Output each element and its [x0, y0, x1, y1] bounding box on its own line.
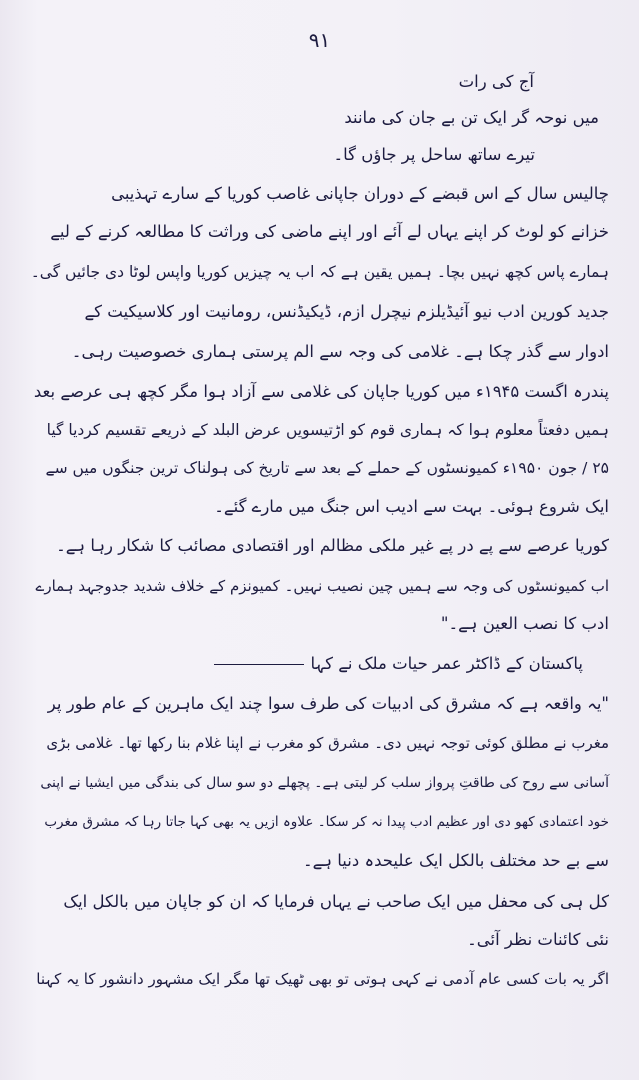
quote-line: سے بے حد مختلف بالکل ایک علیحدہ دنیا ہے۔ [303, 851, 609, 870]
text-line: اگر یہ بات کسی عام آدمی نے کہی ہوتی تو بھی ٹھیک تھا مگر ایک مشہور دانشور کا یہ کہنا [36, 970, 609, 988]
text-line: پندرہ اگست ۱۹۴۵ء میں کوریا جاپان کی غلامی سے آزاد ہوا مگر کچھ ہی عرصے بعد [33, 382, 609, 401]
poem-line: آج کی رات [458, 72, 534, 91]
poem-line: تیرے ساتھ ساحل پر جاؤں گا۔ [333, 145, 535, 164]
text-line: ایک شروع ہوئی۔ بہت سے ادیب اس جنگ میں مارے گئے۔ [214, 497, 609, 516]
text-line: ۲۵ / جون ۱۹۵۰ء کمیونسٹوں کے حملے کے بعد سے تاریخ کی ہولناک ترین جنگوں میں سے [45, 459, 609, 477]
quote-line: مغرب نے مطلق کوئی توجہ نہیں دی۔ مشرق کو مغرب نے اپنا غلام بنا رکھا تھا۔ غلامی بڑی [46, 734, 609, 752]
text-line: ہمارے پاس کچھ نہیں بچا۔ ہمیں یقین ہے کہ اب یہ چیزیں کوریا واپس لوٹا دی جائیں گی۔ [30, 263, 609, 281]
text-line: چالیس سال کے اس قبضے کے دوران جاپانی غاصب کوریا کے سارے تہذیبی [111, 184, 609, 203]
text-line: ادب کا نصب العین ہے۔" [440, 614, 609, 633]
speaker-text: پاکستان کے ڈاکٹر عمر حیات ملک نے کہا [310, 654, 583, 673]
text-line: خزانے کو لوٹ کر اپنے یہاں لے آئے اور اپنے ماضی کی وراثت کا مطالعہ کرنے کے لیے [50, 222, 609, 241]
text-line: کوریا عرصے سے پے در پے غیر ملکی مظالم اور اقتصادی مصائب کا شکار رہا ہے۔ [56, 536, 609, 555]
text-line: ہمیں دفعتاً معلوم ہوا کہ ہماری قوم کو اڑتیسویں عرض البلد کے ذریعے تقسیم کردیا گیا [46, 421, 609, 439]
quote-line: "یہ واقعہ ہے کہ مشرق کی ادبیات کی طرف سوا چند ایک ماہرین کے عام طور پر [47, 694, 609, 713]
dash-rule [214, 664, 304, 665]
text-line: نئی کائنات نظر آئی۔ [467, 930, 609, 949]
text-line: جدید کورین ادب نیو آئیڈیلزم نیچرل ازم، ڈیکیڈنس، رومانیت اور کلاسیکیت کے [84, 302, 609, 321]
speaker-line [214, 654, 583, 674]
quote-line: خود اعتمادی کھو دی اور عظیم ادب پیدا نہ کر سکا۔ علاوہ ازیں یہ بھی کہا جاتا رہا کہ مشرق مغرب [44, 814, 609, 830]
text-line: کل ہی کی محفل میں ایک صاحب نے یہاں فرمایا کہ ان کو جاپان میں بالکل ایک [63, 892, 609, 911]
text-line: ادوار سے گذر چکا ہے۔ غلامی کی وجہ سے الم پرستی ہماری خصوصیت رہی۔ [71, 342, 609, 361]
text-line: اب کمیونسٹوں کی وجہ سے ہمیں چین نصیب نہیں۔ کمیونزم کے خلاف شدید جدوجہد ہمارے [35, 577, 609, 595]
quote-line: آسانی سے روح کی طاقتِ پرواز سلب کر لیتی ہے۔ پچھلے دو سو سال کی بندگی میں ایشیا نے اپنی [40, 775, 609, 791]
page-number: ۹۱ [308, 28, 331, 52]
poem-line: میں نوحہ گر ایک تن بے جان کی مانند [344, 108, 599, 127]
